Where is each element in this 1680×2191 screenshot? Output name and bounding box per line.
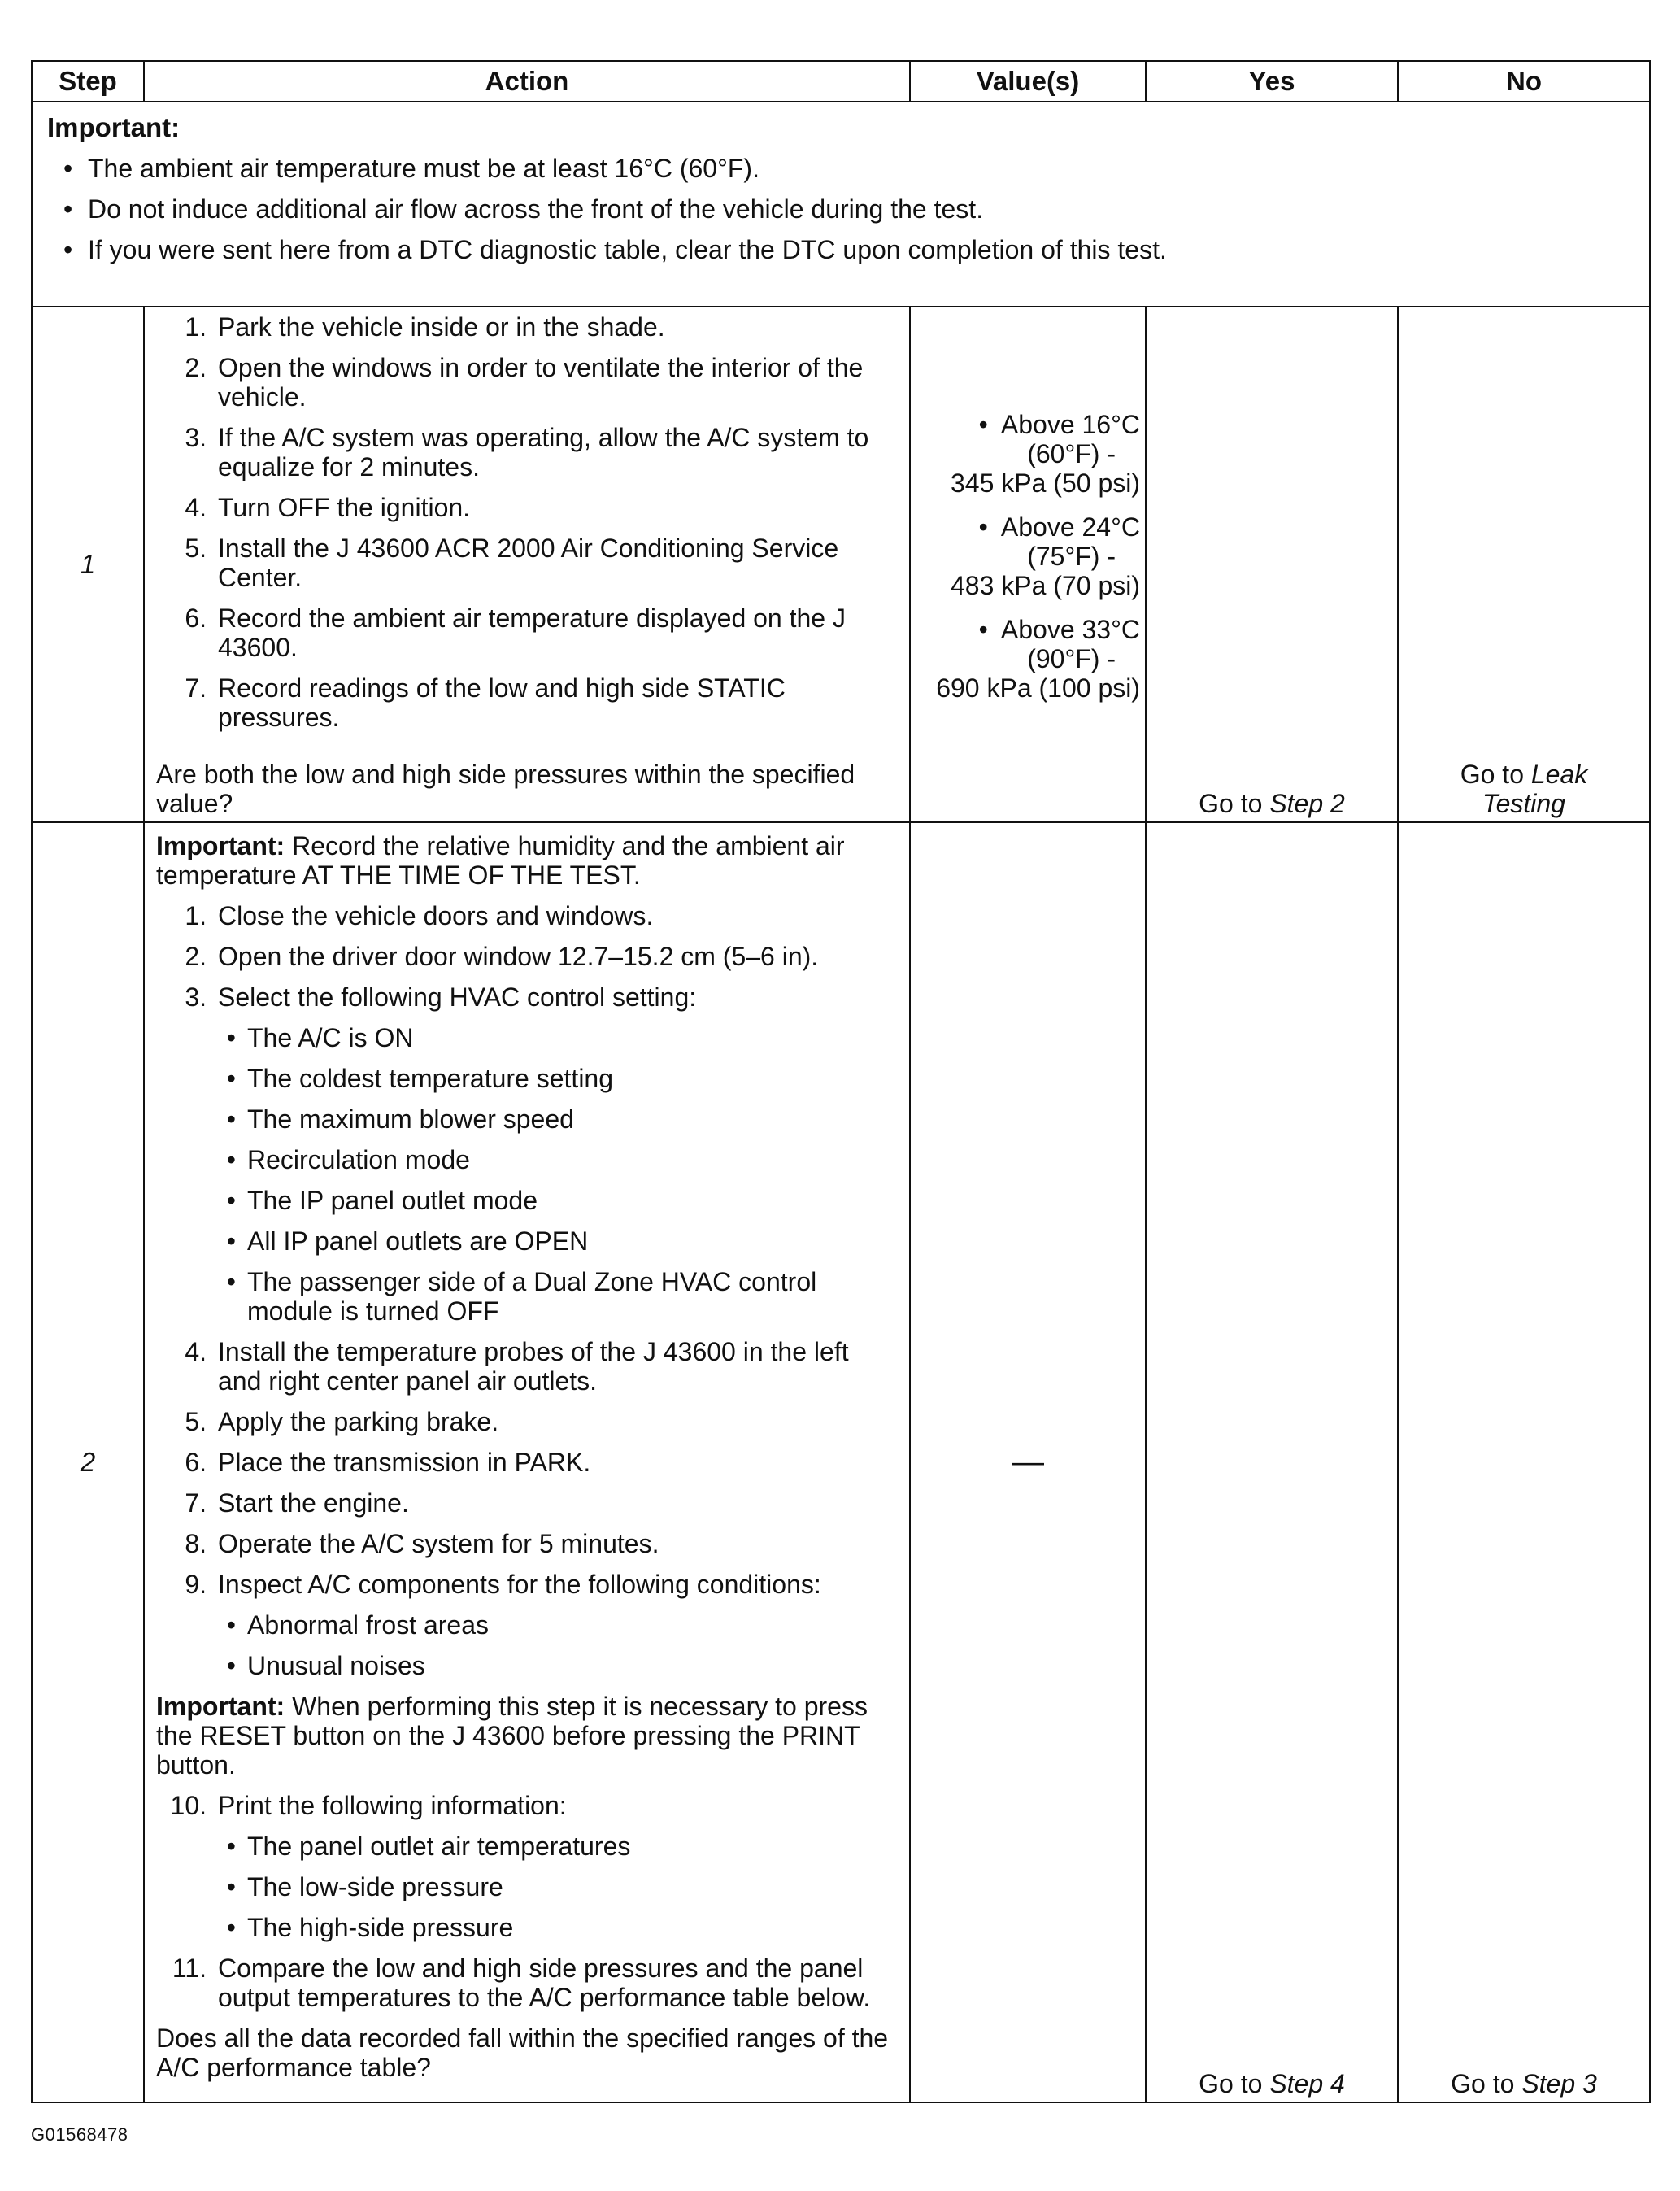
sub-list-item: • The high-side pressure (226, 1913, 514, 1942)
value-range: • Above 24°C (75°F) - 483 kPa (70 psi) (950, 512, 1140, 600)
list-item: 5. Install the J 43600 ACR 2000 Air Conditioning Service Center. (185, 534, 839, 592)
list-item: 2. Open the driver door window 12.7–15.2 cm (5–6 in). (185, 942, 819, 971)
sub-list-item: • The coldest temperature setting (226, 1064, 614, 1093)
list-item: 2. Open the windows in order to ventilate the interior of the vehicle. (185, 353, 864, 412)
step-1-no-result: Go to Leak Testing (1460, 760, 1588, 818)
step-1-no (1398, 307, 1650, 822)
step-1-yes (1146, 307, 1398, 822)
list-item: 3. Select the following HVAC control setting: (185, 982, 697, 1012)
sub-list-item: • The low-side pressure (226, 1872, 503, 1901)
sub-list-item: • The maximum blower speed (226, 1104, 574, 1134)
step-1-row (32, 307, 1650, 822)
header-step: Step (32, 61, 144, 102)
header-action: Action (144, 61, 910, 102)
list-item: 11. Compare the low and high side pressures and the panel output temperatures to the A/C performance table below. (172, 1954, 871, 2012)
header-no: No (1398, 61, 1650, 102)
step-1-question: Are both the low and high side pressures within the specified value? (156, 760, 855, 818)
important-bullet: • Do not induce additional air flow across the front of the vehicle during the test. (63, 194, 984, 224)
step-2-important-note: Important: Record the relative humidity and the ambient air temperature AT THE TIME OF THE TEST. (156, 831, 845, 890)
list-item: 5. Apply the parking brake. (185, 1407, 499, 1436)
step-2-no-result: Go to Step 3 (1451, 2069, 1597, 2098)
sub-list-item: • Abnormal frost areas (226, 1610, 490, 1640)
figure-id: G01568478 (31, 2124, 128, 2145)
list-item: 6. Record the ambient air temperature displayed on the J 43600. (185, 603, 846, 662)
step-2-no (1398, 822, 1650, 2102)
header-row (32, 61, 1650, 102)
header-values: Value(s) (910, 61, 1146, 102)
important-notice (32, 102, 1650, 307)
step-2-number: 2 (32, 822, 144, 2102)
step-1-number: 1 (32, 307, 144, 822)
diagnostic-table (31, 60, 1651, 2103)
important-label: Important: (47, 112, 181, 142)
list-item: 6. Place the transmission in PARK. (185, 1448, 591, 1477)
sub-list-item: • Unusual noises (226, 1651, 425, 1680)
list-item: 9. Inspect A/C components for the following conditions: (185, 1570, 821, 1599)
step-2-row (32, 822, 1650, 2102)
list-item: 4. Turn OFF the ignition. (185, 493, 471, 522)
important-bullet: • The ambient air temperature must be at least 16°C (60°F). (63, 154, 759, 183)
step-2-yes-result: Go to Step 4 (1199, 2069, 1345, 2098)
step-2-action (144, 822, 910, 2102)
list-item: 4. Install the temperature probes of the J 43600 in the left and right center panel air outlets. (185, 1337, 849, 1396)
list-item: 8. Operate the A/C system for 5 minutes. (185, 1529, 659, 1558)
step-1-action (144, 307, 910, 822)
sub-list-item: • The panel outlet air temperatures (226, 1832, 631, 1861)
list-item: 1. Park the vehicle inside or in the shade. (185, 312, 665, 342)
important-bullet: • If you were sent here from a DTC diagnostic table, clear the DTC upon completion of this test. (63, 235, 1167, 264)
list-item: 10. Print the following information: (170, 1791, 567, 1820)
sub-list-item: • The passenger side of a Dual Zone HVAC control module is turned OFF (226, 1267, 817, 1326)
step-2-important-note: Important: When performing this step it is necessary to press the RESET button on the J 43600 before pressing the PRINT button. (156, 1692, 868, 1779)
sub-list-item: • Recirculation mode (226, 1145, 470, 1174)
header-yes: Yes (1146, 61, 1398, 102)
step-1-yes-result: Go to Step 2 (1199, 789, 1345, 818)
list-item: 7. Record readings of the low and high side STATIC pressures. (185, 673, 786, 732)
step-1-values (910, 307, 1146, 822)
sub-list-item: • The IP panel outlet mode (226, 1186, 538, 1215)
list-item: 1. Close the vehicle doors and windows. (185, 901, 654, 930)
step-2-value: — (1012, 1444, 1044, 1480)
step-2-question: Does all the data recorded fall within the specified ranges of the A/C performance table? (156, 2023, 889, 2082)
important-row (32, 102, 1650, 307)
value-range: • Above 16°C (60°F) - 345 kPa (50 psi) (950, 410, 1140, 498)
value-range: • Above 33°C (90°F) - 690 kPa (100 psi) (936, 615, 1140, 703)
list-item: 7. Start the engine. (185, 1488, 409, 1518)
sub-list-item: • All IP panel outlets are OPEN (226, 1226, 589, 1256)
list-item: 3. If the A/C system was operating, allow the A/C system to equalize for 2 minutes. (185, 423, 869, 481)
step-2-values (910, 822, 1146, 2102)
sub-list-item: • The A/C is ON (226, 1023, 414, 1052)
step-2-yes (1146, 822, 1398, 2102)
